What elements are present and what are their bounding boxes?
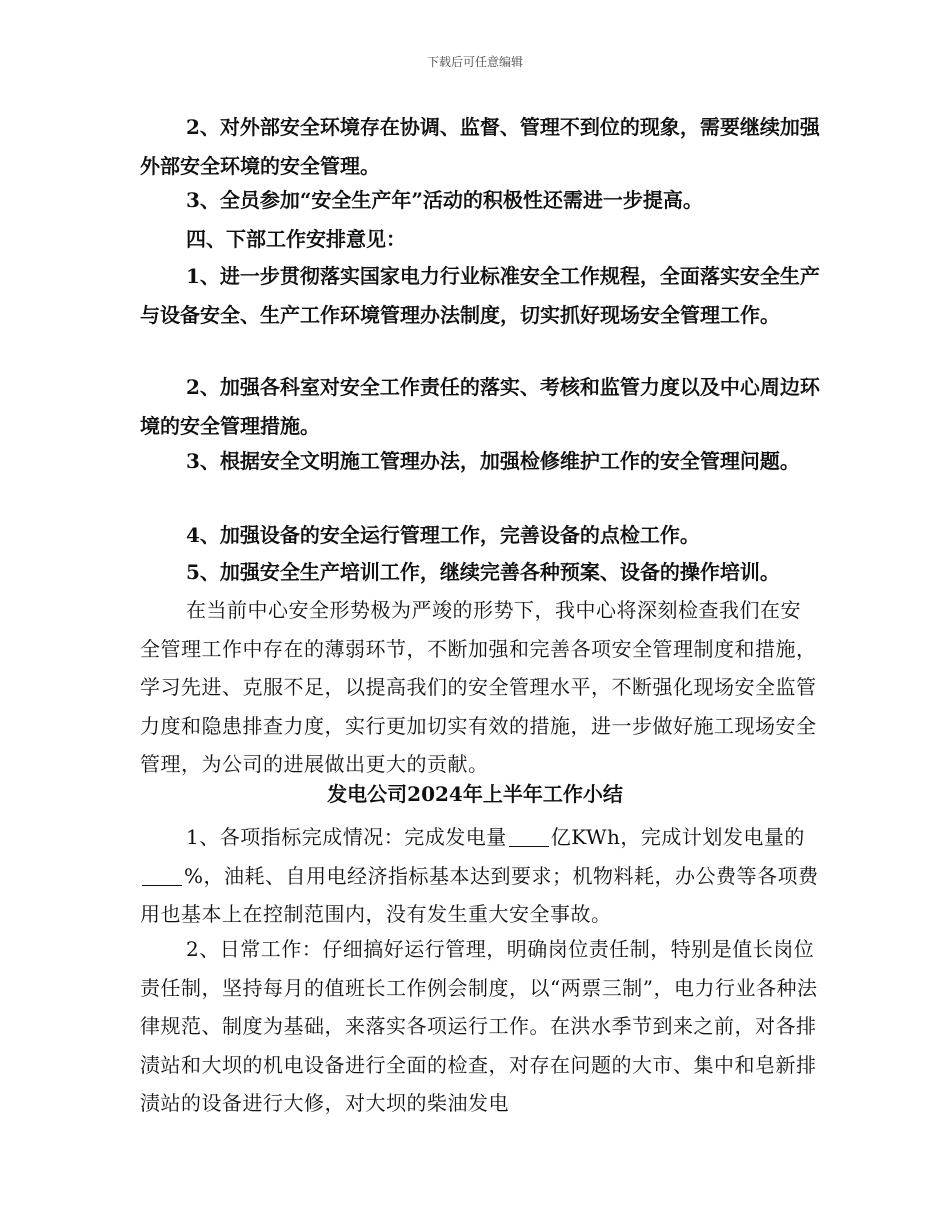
blank-generation-amount xyxy=(509,826,549,847)
paragraph-plan-5: 5、加强安全生产培训工作，继续完善各种预案、设备的操作培训。 xyxy=(186,560,780,584)
paragraph-participation: 3、全员参加“安全生产年”活动的积极性还需进一步提高。 xyxy=(186,188,703,212)
paragraph-plan-4: 4、加强设备的安全运行管理工作，完善设备的点检工作。 xyxy=(186,523,700,547)
blank-percentage xyxy=(142,865,182,886)
paragraph-plan-2: 2、加强各科室对安全工作责任的落实、考核和监管力度以及中心周边环境的安全管理措施。 xyxy=(140,375,820,438)
paragraph-indicators xyxy=(140,818,820,934)
section-title: 发电公司2024年上半年工作小结 xyxy=(327,782,623,806)
paragraph-conclusion: 在当前中心安全形势极为严竣的形势下，我中心将深刻检查我们在安全管理工作中存在的薄弱环节，不断加强和完善各项安全管理制度和措施，学习先进、克服不足，以提高我们的安全管理水平，不断强化现场安全监管力度和隐患排查力度，实行更加切实有效的措施，进一步做好施工现场安全管理，为公司的进展做出更大的贡献。 xyxy=(140,598,817,776)
section-heading-next-plan: 四、下部工作安排意见： xyxy=(186,227,406,251)
paragraph-external-safety: 2、对外部安全环境存在协调、监督、管理不到位的现象，需要继续加强外部安全环境的安全管理。 xyxy=(140,115,820,178)
paragraph-plan-3: 3、根据安全文明施工管理办法，加强检修维护工作的安全管理问题。 xyxy=(186,449,800,473)
indicators-text-b: 亿KWh，完成计划发电量的 xyxy=(550,825,805,849)
paragraph-plan-1: 1、进一步贯彻落实国家电力行业标准安全工作规程，全面落实安全生产与设备安全、生产工作环境管理办法制度，切实抓好现场安全管理工作。 xyxy=(140,264,820,327)
indicators-text-a: 1、各项指标完成情况：完成发电量 xyxy=(186,825,507,849)
indicators-text-c: %，油耗、自用电经济指标基本达到要求；机物料耗，办公费等各项费用也基本上在控制范围内，没有发生重大安全事故。 xyxy=(140,863,819,926)
page-header: 下载后可任意编辑 xyxy=(426,55,523,69)
paragraph-daily-work: 2、日常工作：仔细搞好运行管理，明确岗位责任制，特别是值长岗位责任制，坚持每月的值班长工作例会制度，以“两票三制”，电力行业各种法律规范、制度为基础，来落实各项运行工作。在洪水季节到来之前，对各排渍站和大坝的机电设备进行全面的检查，对存在问题的大市、集中和皂新排渍站的设备进行大修，对大坝的柴油发电 xyxy=(140,937,818,1115)
